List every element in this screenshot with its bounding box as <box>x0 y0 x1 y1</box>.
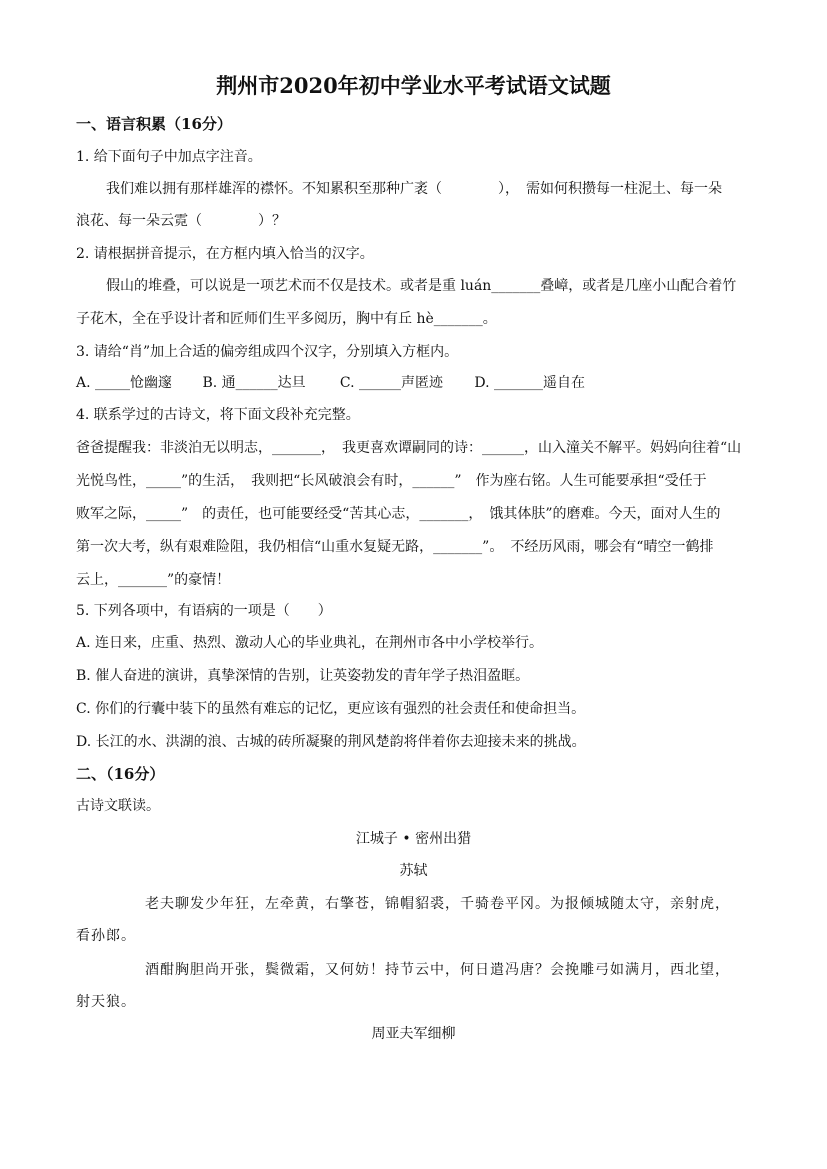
q3-option-b: B. 通______达旦 <box>202 375 306 391</box>
q3-stem: 3. 请给“肖”加上合适的偏旁组成四个汉字，分别填入方框内。 <box>76 344 459 360</box>
section-2-header: 二、（16分） <box>76 765 165 783</box>
q1-stem: 1. 给下面句子中加点字注音。 <box>76 149 262 165</box>
q1-line-2: 浪花、每一朵云霓（ ）？ <box>76 213 286 229</box>
q4-line-4: 第一次大考，纵有艰难险阻，我仍相信“山重水复疑无路，_______”。 不经历风雨，哪会有“晴空一鹤排 <box>76 539 714 555</box>
q2-line-1: 假山的堆叠，可以说是一项艺术而不仅是技术。或者是重 luán_______叠嶂，或者是几座小山配合着竹 <box>106 278 737 294</box>
page-title: 荆州市2020年初中学业水平考试语文试题 <box>216 73 611 98</box>
q3-option-c: C. ______声匿迹 <box>339 375 444 391</box>
poem-author: 苏轼 <box>399 863 428 879</box>
poem-title: 江城子 • 密州出猎 <box>355 831 472 847</box>
q4-stem: 4. 联系学过的古诗文，将下面文段补充完整。 <box>76 407 360 423</box>
q2-line-2: 子花木，全在乎设计者和匠师们生平多阅历，胸中有丘 hè_______。 <box>76 311 497 327</box>
section-2-intro: 古诗文联读。 <box>76 798 160 814</box>
q5-stem: 5. 下列各项中，有语病的一项是（ ） <box>76 603 332 619</box>
q5-option-a: A. 连日来，庄重、热烈、激动人心的毕业典礼，在荆州市各中小学校举行。 <box>76 635 544 651</box>
poem-stanza-1-line-1: 老夫聊发少年狂，左牵黄，右擎苍，锦帽貂裘，千骑卷平冈。为报倾城随太守，亲射虎， <box>145 896 730 912</box>
q5-option-c: C. 你们的行囊中装下的虽然有难忘的记忆，更应该有强烈的社会责任和使命担当。 <box>76 701 586 717</box>
q3-option-a: A. _____怆幽邃 <box>76 375 173 391</box>
q5-option-b: B. 催人奋进的演讲，真挚深情的告别，让英姿勃发的青年学子热泪盈眶。 <box>76 668 530 684</box>
next-passage-title: 周亚夫军细柳 <box>371 1026 456 1042</box>
q4-line-5: 云上，_______”的豪情！ <box>76 572 231 588</box>
poem-stanza-2-line-2: 射天狼。 <box>76 994 136 1010</box>
section-1-header: 一、语言积累（16分） <box>76 115 232 133</box>
q4-line-1: 爸爸提醒我：非淡泊无以明志，_______， 我更喜欢谭嗣同的诗：______，山入潼关不解平。妈妈向往着“山 <box>76 440 742 456</box>
q3-option-d: D. _______遥自在 <box>474 375 585 391</box>
q4-line-2: 光悦鸟性，_____”的生活， 我则把“长风破浪会有时，______” 作为座右铭。人生可能要承担“受任于 <box>76 473 707 489</box>
q2-stem: 2. 请根据拼音提示，在方框内填入恰当的汉字。 <box>76 246 374 262</box>
q3-options <box>76 373 756 393</box>
q4-line-3: 败军之际，_____” 的责任，也可能要经受“苦其心志，_______， 饿其体肤”的磨难。今天，面对人生的 <box>76 506 721 522</box>
poem-stanza-1-line-2: 看孙郎。 <box>76 928 136 944</box>
poem-stanza-2-line-1: 酒酣胸胆尚开张，鬓微霜，又何妨！持节云中，何日遣冯唐？会挽雕弓如满月，西北望， <box>145 962 730 978</box>
q1-line-1: 我们难以拥有那样雄浑的襟怀。不知累积至那种广袤（ ）， 需如何积攒每一柱泥土、每一朵 <box>106 181 722 197</box>
q5-option-d: D. 长江的水、洪湖的浪、古城的砖所凝聚的荆风楚韵将伴着你去迎接未来的挑战。 <box>76 734 586 750</box>
